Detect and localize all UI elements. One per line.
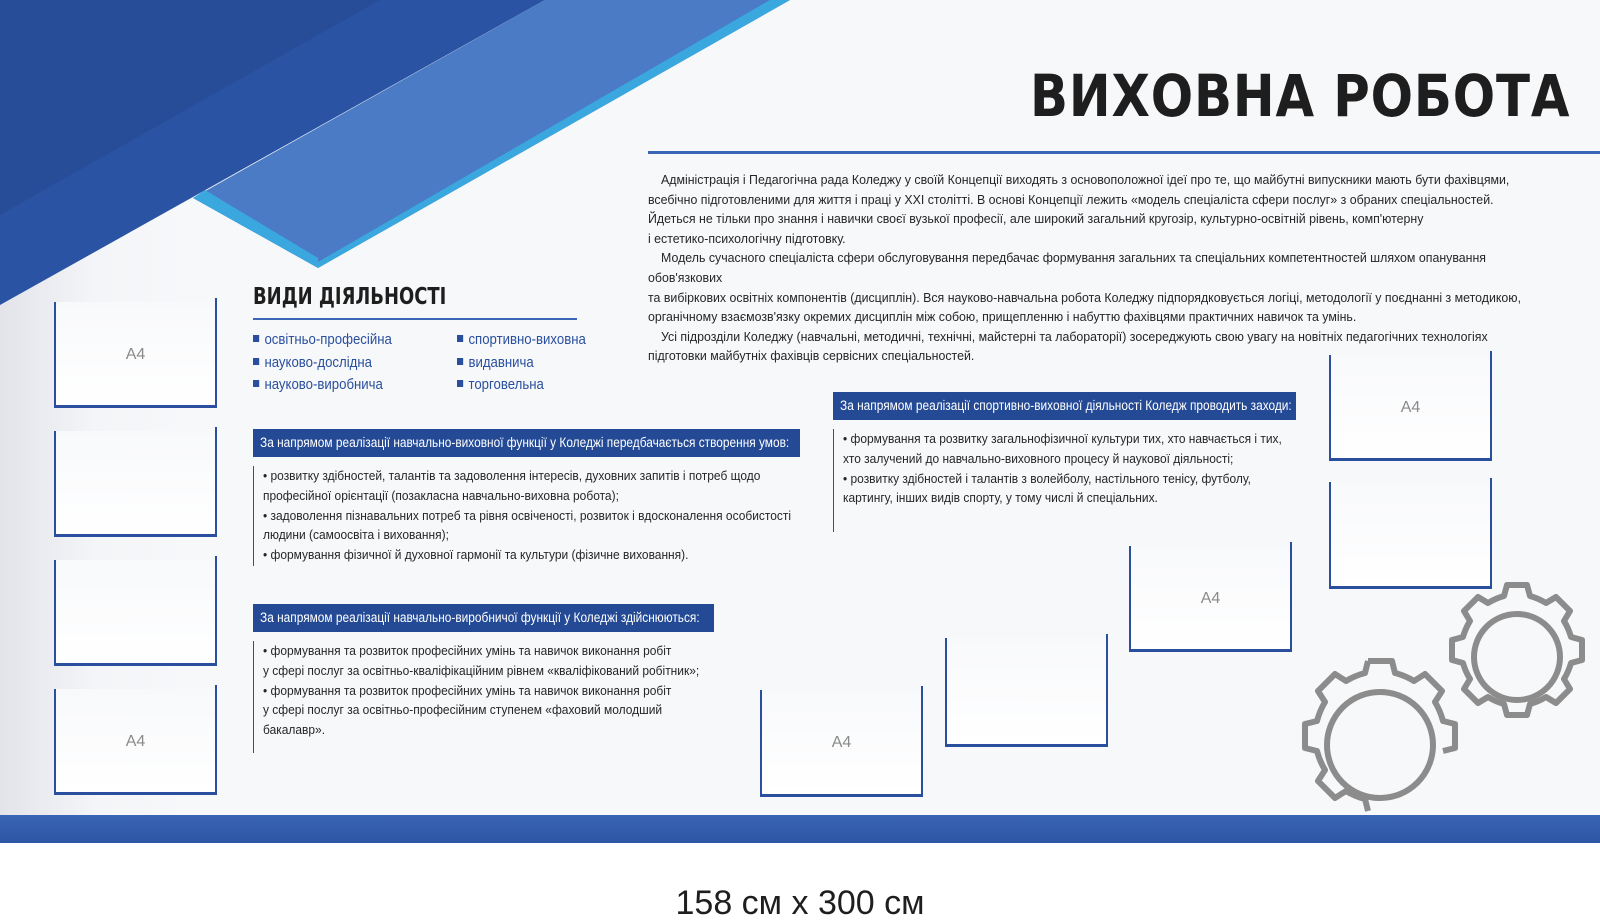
sport-block-text: • формування та розвитку загальнофізичної культури тих, хто навчається і тих, хто залучений до навчально-виховного процесу й наукової діяльності; • розвитку здібностей і талантів з волейболу, настільного тенісу, футболу, картингу, інших видів спорту, у тому числі й спеціальних. bbox=[843, 431, 1282, 506]
production-block-header: За напрямом реалізації навчально-виробничої функції у Коледжі здійснюються: bbox=[253, 604, 714, 632]
intro-text bbox=[648, 170, 1555, 366]
intro-line: Йдеться не тільки про знання і навички своєї вузької професії, але широкий загальний кругозір, культурно-освітній рівень, комп'ютерну bbox=[648, 211, 1424, 227]
intro-line: Модель сучасного спеціаліста сфери обслуговування передбачає формування загальних та спеціальних компетентностей шляхом опанування обов'язкових bbox=[648, 250, 1487, 285]
activities-list-right bbox=[457, 329, 603, 397]
list-item: спортивно-виховна bbox=[457, 329, 586, 352]
intro-line: Усі підрозділи Коледжу (навчальні, методичні, технічні, майстерні та лабораторії) зосереджують свою увагу на новітніх педагогічних технологіях bbox=[661, 328, 1488, 344]
page-title: ВИХОВНА РОБОТА bbox=[1029, 62, 1570, 130]
size-label: 158 см х 300 см bbox=[675, 884, 925, 922]
square-bullet-icon bbox=[457, 380, 463, 387]
intro-line: підготовки майбутніх фахівців сервісних спеціальностей. bbox=[648, 348, 975, 364]
a4-pocket: А4 bbox=[1329, 355, 1492, 461]
activities-list-left bbox=[253, 329, 411, 397]
a4-pocket: А4 bbox=[54, 302, 217, 408]
sport-block bbox=[833, 429, 1304, 532]
title-underline bbox=[648, 151, 1600, 154]
intro-line: і естетико-психологічну підготовку. bbox=[648, 230, 846, 246]
educational-block bbox=[253, 466, 814, 566]
intro-line: всебічно підготовленими для життя і праці у ХХІ столітті. В основі Концепції лежить «модель спеціаліста сфери послуг» з обраних спеціальностей. bbox=[648, 191, 1494, 207]
square-bullet-icon bbox=[457, 358, 463, 365]
a4-pocket bbox=[54, 431, 217, 537]
a4-pocket: А4 bbox=[760, 690, 923, 797]
sport-block-header: За напрямом реалізації спортивно-виховної діяльності Коледж проводить заходи: bbox=[833, 392, 1296, 420]
production-block-text: • формування та розвиток професійних умінь та навичок виконання робіт у сфері послуг за освітньо-кваліфікаційним рівнем «кваліфікований робітник»; • формування та розвиток професійних умінь та навичок виконання робіт у сфері послуг за освітньо-професійним ступенем «фаховий молодший бакалавр». bbox=[263, 643, 700, 738]
square-bullet-icon bbox=[253, 335, 259, 342]
list-item: науково-дослідна bbox=[253, 352, 392, 375]
educational-block-text: • розвитку здібностей, талантів та задоволення інтересів, духовних запитів і потреб щодо професійної орієнтації (позакласна навчально-виховна робота); • задоволення пізнавальних потреб та рівня освіченості, розвиток і вдосконалення особистості людини (самоосвіта і виховання); • формування фізичної й духовної гармонії та культури (фізичне виховання). bbox=[263, 468, 792, 563]
intro-line: та вибіркових освітніх компонентів (дисциплін). Вся науково-навчальна робота Коледжу підпорядковується логіці, методології у поєднанні з методикою, bbox=[648, 289, 1522, 305]
a4-pocket bbox=[54, 560, 217, 666]
bottom-band bbox=[0, 815, 1600, 843]
square-bullet-icon bbox=[253, 358, 259, 365]
square-bullet-icon bbox=[457, 335, 463, 342]
list-item: торговельна bbox=[457, 374, 586, 397]
intro-line: органічному взаємозв'язку окремих дисциплін між собою, прищепленню і набуттю фахівцями практичних навичок та умінь. bbox=[648, 309, 1357, 325]
activities-underline bbox=[253, 318, 577, 320]
square-bullet-icon bbox=[253, 380, 259, 387]
gears-icon bbox=[1255, 582, 1600, 815]
a4-pocket bbox=[1329, 482, 1492, 589]
a4-pocket: А4 bbox=[1129, 546, 1292, 652]
list-item: освітньо-професійна bbox=[253, 329, 392, 352]
list-item: науково-виробнича bbox=[253, 374, 392, 397]
a4-pocket: А4 bbox=[54, 689, 217, 795]
production-block bbox=[253, 641, 734, 753]
intro-line: Адміністрація і Педагогічна рада Коледжу у своїй Концепції виходять з основоположної ідеї про те, що майбутні випускники мають бути фахівцями, bbox=[661, 172, 1510, 187]
educational-block-header: За напрямом реалізації навчально-виховної функції у Коледжі передбачається створення умов: bbox=[253, 429, 800, 457]
activities-title: ВИДИ ДІЯЛЬНОСТІ bbox=[253, 284, 447, 310]
a4-pocket bbox=[945, 638, 1108, 747]
list-item: видавнича bbox=[457, 352, 586, 375]
